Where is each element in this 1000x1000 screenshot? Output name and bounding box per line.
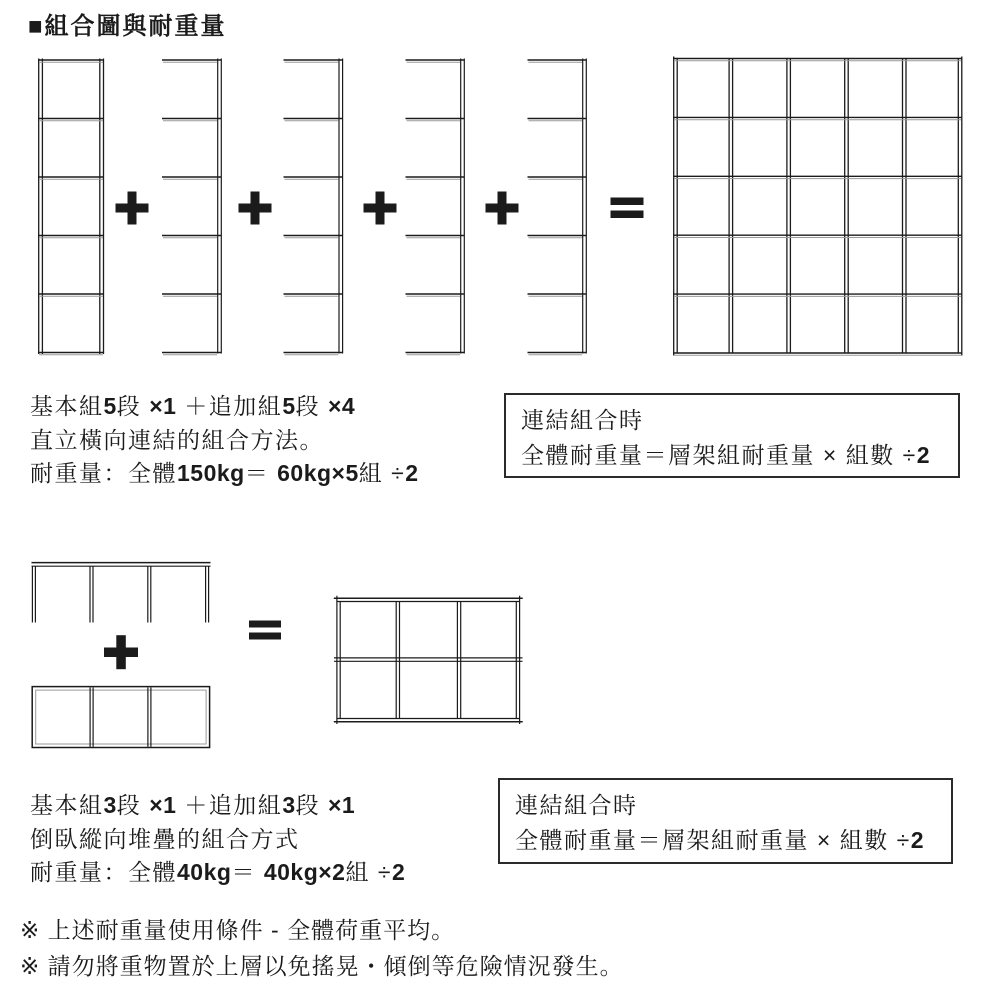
- result-grid-5x5: [673, 57, 962, 356]
- bottom-capacity-line: 耐重量：全體40kg＝ 40kg×2組 ÷2: [30, 859, 406, 885]
- bottom-note-box: [498, 778, 953, 864]
- equals-icon-bottom: [249, 621, 281, 640]
- bottom-formula-line: 基本組3段 ×1 ＋追加組3段 ×1: [30, 792, 356, 818]
- addon-unit-5tier-1: [162, 59, 221, 355]
- bottom-method-line: 倒臥縱向堆疊的組合方式: [30, 825, 300, 852]
- top-caption-block: [30, 390, 419, 491]
- plus-icon-1: [116, 192, 149, 225]
- bottom-caption-block: [30, 789, 405, 890]
- basic-unit-5tier: [38, 59, 104, 355]
- addon-unit-5tier-4: [528, 59, 587, 355]
- addon-unit-5tier-2: [284, 59, 343, 355]
- top-note-box-title: 連結組合時: [521, 407, 644, 433]
- top-note-box-formula: 全體耐重量＝層架組耐重量 × 組數 ÷2: [521, 442, 931, 468]
- basic-unit-3tier-horizontal: [32, 687, 209, 748]
- top-note-box: [504, 393, 960, 478]
- footnotes-block: [20, 913, 624, 984]
- plus-icon-bottom: [104, 635, 138, 669]
- top-method-line: 直立橫向連結的組合方法。: [30, 426, 324, 453]
- result-grid-3x2: [334, 596, 523, 724]
- footnote-1: ※ 上述耐重量使用條件 - 全體荷重平均。: [20, 917, 456, 943]
- bottom-note-box-title: 連結組合時: [515, 792, 638, 818]
- plus-icon-3: [364, 192, 397, 225]
- addon-unit-3tier-horizontal: [32, 563, 211, 623]
- top-formula-line: 基本組5段 ×1 ＋追加組5段 ×4: [30, 393, 356, 419]
- footnote-2: ※ 請勿將重物置於上層以免搖晃・傾倒等危險情況發生。: [20, 952, 624, 979]
- equals-icon-top: [611, 198, 644, 219]
- plus-icon-2: [239, 192, 272, 225]
- top-capacity-line: 耐重量：全體150kg＝ 60kg×5組 ÷2: [30, 460, 419, 486]
- page-title: ■組合圖與耐重量: [28, 13, 227, 40]
- plus-icon-4: [486, 192, 519, 225]
- bottom-note-box-formula: 全體耐重量＝層架組耐重量 × 組數 ÷2: [515, 827, 925, 853]
- addon-unit-5tier-3: [406, 59, 465, 355]
